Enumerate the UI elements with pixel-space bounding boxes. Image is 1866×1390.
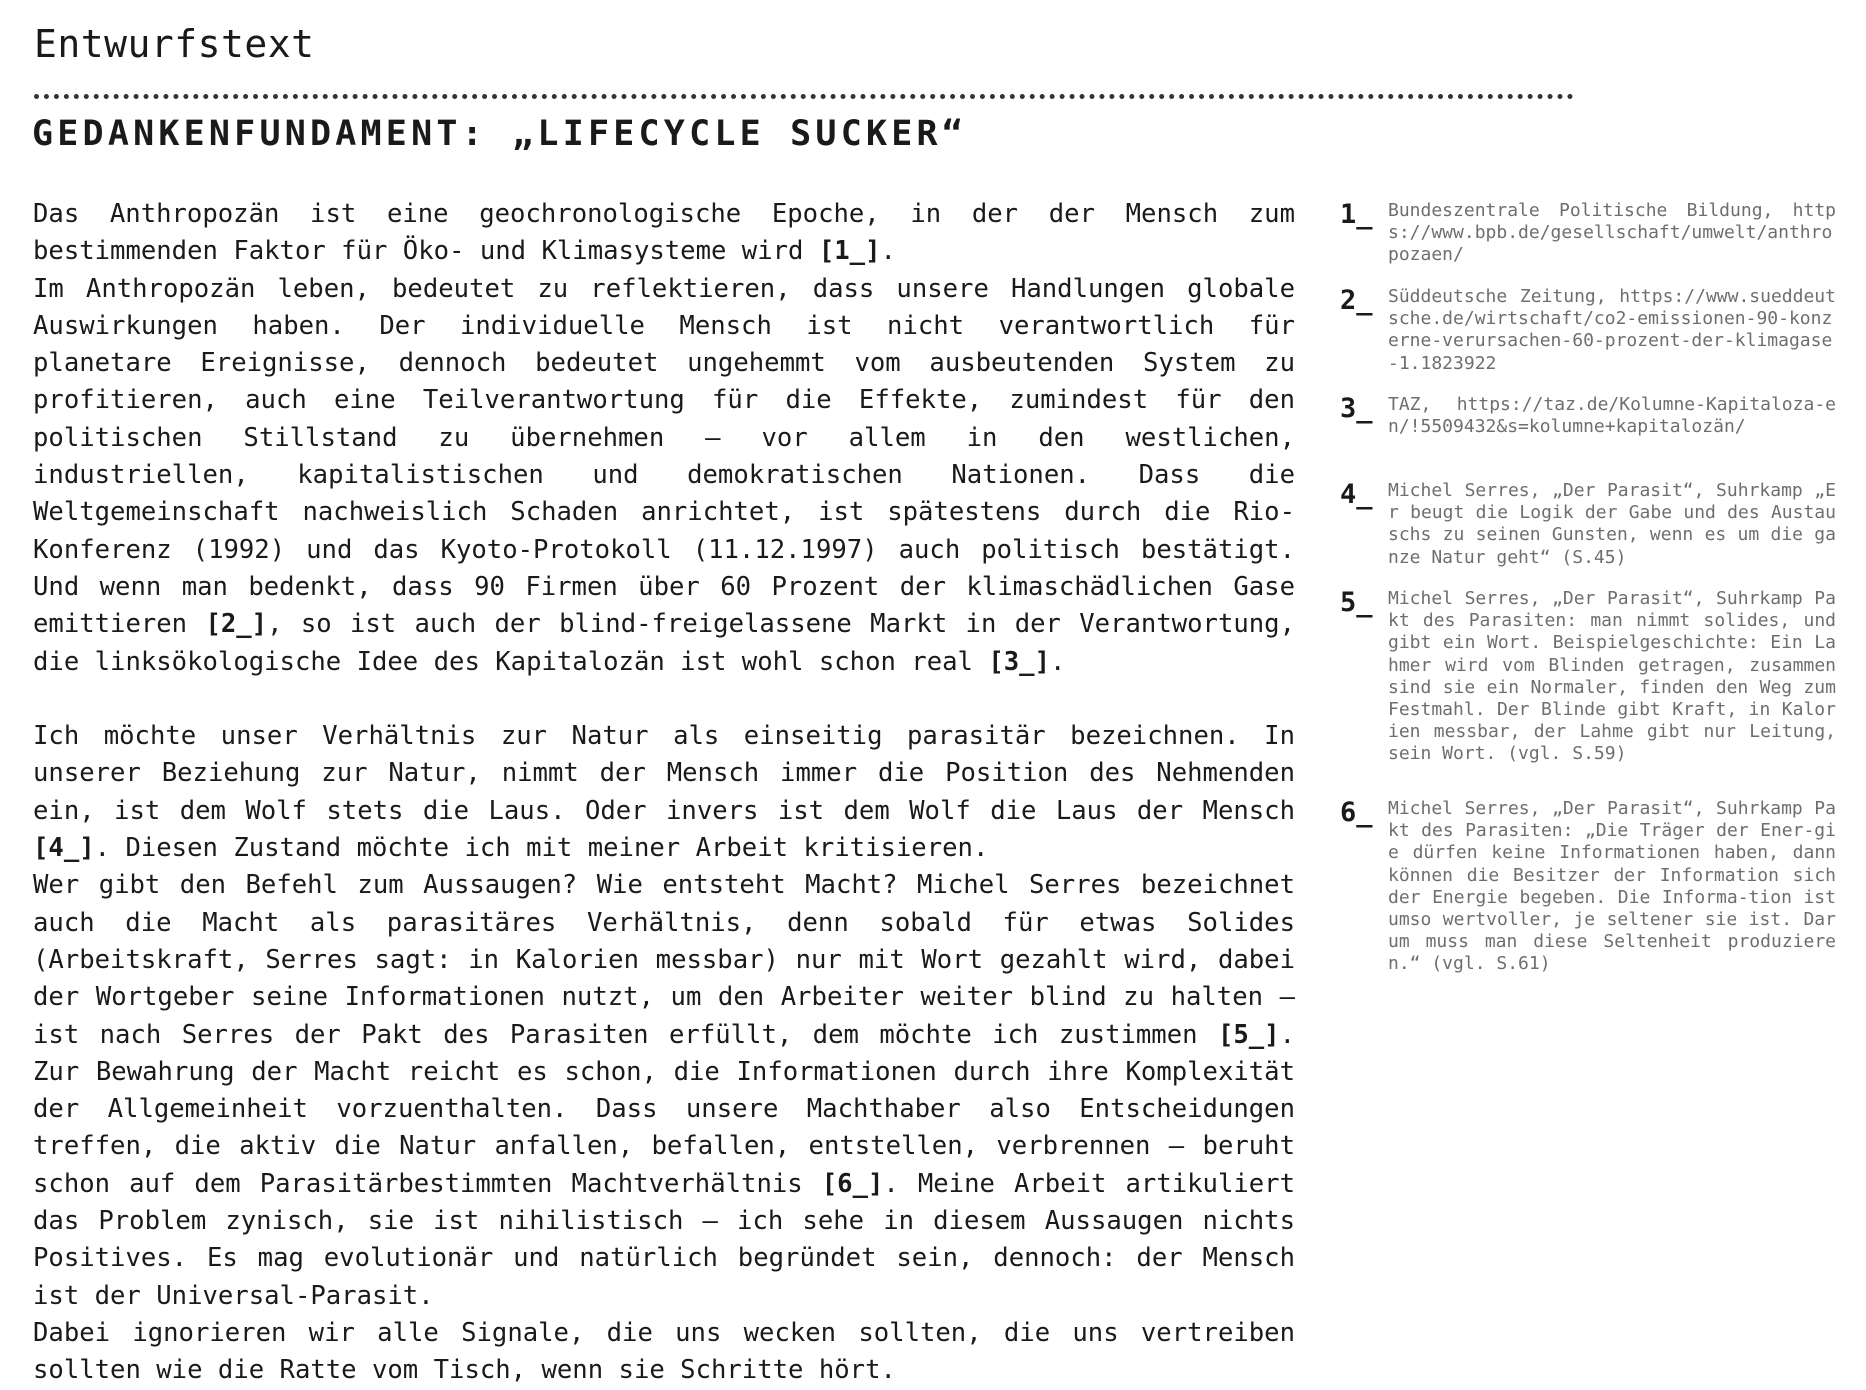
text-run: . Meine Arbeit artikuliert das Problem zynisch, sie ist nihilistisch – ich sehe in diesem Aussaugen nichts Positives. Es mag evolutionär und natürlich begründet sein, dennoch: der Mensch ist der Universal-Parasit. <box>33 1168 1295 1311</box>
footnote-text: Michel Serres, „Der Parasit“, Suhrkamp Pakt des Parasiten: „Die Träger der Ener-gie dürfen keine Informationen haben, dann können die Besitzer der Information sich der Energie begeben. Die Informa-tion ist umso wertvoller, je seltener sie ist. Darum muss man diese Seltenheit produzieren.“ (vgl. S.61) <box>1388 798 1836 975</box>
reference-1[interactable]: [1_] <box>818 236 881 267</box>
reference-6[interactable]: [6_] <box>821 1168 884 1199</box>
footnote-number: 4_ <box>1340 479 1373 510</box>
footnote-text: Michel Serres, „Der Parasit“, Suhrkamp „Er beugt die Logik der Gabe und des Austauschs zu seinen Gunsten, wenn es um die ganze Natur geht“ (S.45) <box>1388 480 1836 568</box>
dotted-divider <box>34 94 1574 99</box>
paragraph-4 <box>33 867 1295 1315</box>
paragraph-5 <box>33 1315 1295 1390</box>
text-run: . Diesen Zustand möchte ich mit meiner Arbeit kritisieren. <box>94 833 989 864</box>
text-run: Ich möchte unser Verhältnis zur Natur als einseitig parasitär bezeichnen. In unserer Beziehung zur Natur, nimmt der Mensch immer die Position des Nehmenden ein, ist dem Wolf stets die Laus. Oder invers ist dem Wolf die Laus der Mensch <box>33 721 1295 826</box>
footnote-number: 6_ <box>1340 797 1373 828</box>
paragraph-2 <box>33 271 1295 681</box>
reference-2[interactable]: [2_] <box>205 609 268 640</box>
text-run: , so ist auch der blind-freigelassene Markt in der Verantwortung, die linksökologische Idee des Kapitalozän ist wohl schon real <box>33 609 1295 677</box>
footnote-number: 3_ <box>1340 393 1373 424</box>
text-run: Das Anthropozän ist eine geochronologische Epoche, in der der Mensch zum bestimmenden Faktor für Öko- und Klimasysteme wird <box>33 199 1295 267</box>
footnote-text: Süddeutsche Zeitung, https://www.sueddeutsche.de/wirtschaft/co2-emissionen-90-konzerne-verursachen-60-prozent-der-klimagase-1.1823922 <box>1388 286 1836 374</box>
main-text <box>33 196 1295 1390</box>
page-label: Entwurfstext <box>34 22 315 66</box>
text-run: . <box>880 236 896 267</box>
reference-3[interactable]: [3_] <box>988 646 1050 677</box>
reference-4[interactable]: [4_] <box>33 833 95 864</box>
document-title: GEDANKENFUNDAMENT: „LIFECYCLE SUCKER“ <box>32 114 968 154</box>
reference-5[interactable]: [5_] <box>1217 1019 1280 1050</box>
footnote-number: 5_ <box>1340 587 1373 618</box>
text-run: Im Anthropozän leben, bedeutet zu reflektieren, dass unsere Handlungen globale Auswirkungen haben. Der individuelle Mensch ist nicht verantwortlich für planetare Ereignisse, dennoch bedeutet ungehemmt vom ausbeutenden System zu profitieren, auch eine Teilverantwortung für die Effekte, zumindest für den politischen Stillstand zu übernehmen – vor allem in den westlichen, industriellen, kapitalistischen und demokratischen Nationen. Dass die Weltgemeinschaft nachweislich Schaden anrichtet, ist spätestens durch die Rio-Konferenz (1992) und das Kyoto-Protokoll (11.12.1997) auch politisch bestätigt. Und wenn man bedenkt, dass 90 Firmen über 60 Prozent der klimaschädlichen Gase emittieren <box>33 273 1295 640</box>
footnote-text: TAZ, https://taz.de/Kolumne-Kapitaloza-en/!5509432&s=kolumne+kapitalozän/ <box>1388 394 1836 438</box>
paragraph-1 <box>33 196 1295 271</box>
footnote-number: 1_ <box>1340 199 1373 230</box>
text-run: Dabei ignorieren wir alle Signale, die uns wecken sollten, die uns vertreiben sollten wie die Ratte vom Tisch, wenn sie Schritte hört. <box>33 1317 1295 1386</box>
footnote-text: Bundeszentrale Politische Bildung, https://www.bpb.de/gesellschaft/umwelt/anthropozaen/ <box>1388 200 1836 266</box>
footnote-number: 2_ <box>1340 285 1373 316</box>
text-run: . Zur Bewahrung der Macht reicht es schon, die Informationen durch ihre Komplexität der Allgemeinheit vorzuenthalten. Dass unsere Machthaber also Entscheidungen treffen, die aktiv die Natur anfallen, befallen, entstellen, verbrennen – beruht schon auf dem Parasitärbestimmten Machtverhältnis <box>33 1019 1295 1199</box>
paragraph-3 <box>33 718 1295 867</box>
text-run: . <box>1049 646 1066 677</box>
text-run: Wer gibt den Befehl zum Aussaugen? Wie entsteht Macht? Michel Serres bezeichnet auch die Macht als parasitäres Verhältnis, denn sobald für etwas Solides (Arbeitskraft, Serres sagt: in Kalorien messbar) nur mit Wort gezahlt wird, dabei der Wortgeber seine Informationen nutzt, um den Arbeiter weiter blind zu halten – ist nach Serres der Pakt des Parasiten erfüllt, dem möchte ich zustimmen <box>33 870 1295 1050</box>
footnote-text: Michel Serres, „Der Parasit“, Suhrkamp Pakt des Parasiten: man nimmt solides, und gibt ein Wort. Beispielgeschichte: Ein Lahmer wird vom Blinden getragen, zusammen sind sie ein Normaler, finden den Weg zum Festmahl. Der Blinde gibt Kraft, in Kalorien messbar, der Lahme gibt nur Leitung, sein Wort. (vgl. S.59) <box>1388 588 1836 765</box>
